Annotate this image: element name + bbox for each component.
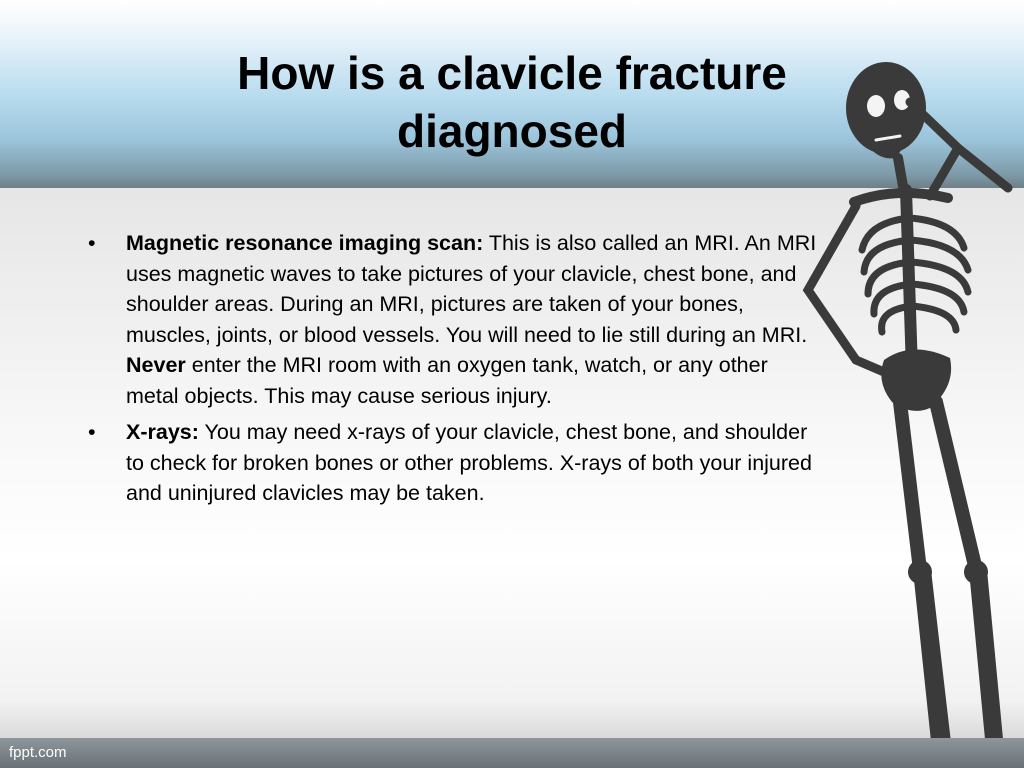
bullet-term-mri: Magnetic resonance imaging scan: [126, 231, 484, 255]
bullet-text-mri-b: enter the MRI room with an oxygen tank, watch, or any other metal objects. This may cause serious injury. [126, 353, 768, 408]
slide-title: How is a clavicle fracture diagnosed [237, 47, 787, 157]
bullet-emphasis-never: Never [126, 353, 186, 377]
skeleton-icon [780, 40, 1024, 768]
bullet-list [88, 228, 826, 509]
bullet-marker: • [88, 231, 96, 255]
bullet-text-mri-a: This is also called an MRI. An MRI uses magnetic waves to take pictures of your clavicle, chest bone, and shoulder areas. During an MRI, pictures are taken of your bones, muscles, joints, or blood vessels. You will need to lie still during an MRI. [126, 231, 817, 347]
footer-bar [0, 738, 1024, 768]
bullet-mri [88, 228, 826, 411]
bullet-marker: • [88, 420, 96, 444]
bullet-term-xrays: X-rays: [126, 420, 199, 444]
bullet-text-xrays: You may need x-rays of your clavicle, chest bone, and shoulder to check for broken bones or other problems. X-rays of both your injured and uninjured clavicles may be taken. [126, 420, 812, 505]
watermark: fppt.com [9, 744, 67, 761]
bullet-xrays [88, 417, 826, 509]
